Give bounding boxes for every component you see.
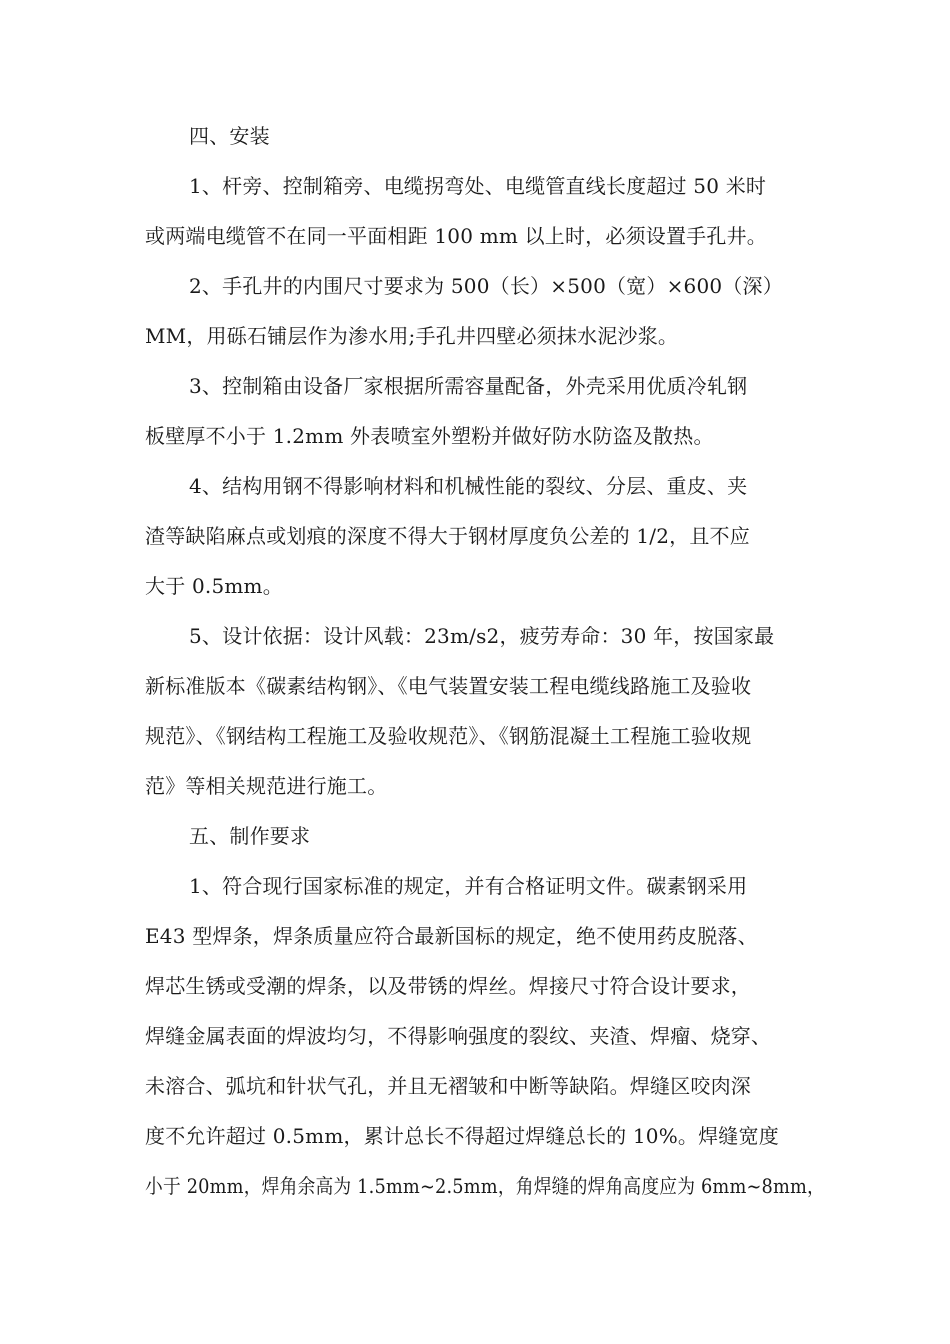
- text-line: 新标准版本《碳素结构钢》、《电气装置安装工程电缆线路施工及验收: [145, 674, 752, 698]
- text-line: 4、结构用钢不得影响材料和机械性能的裂纹、分层、重皮、夹: [189, 474, 748, 498]
- text-line: 小于 20mm，焊角余高为 1.5mm~2.5mm，角焊缝的焊角高度应为 6mm~8mm，: [145, 1174, 825, 1198]
- document-body: [145, 114, 825, 1214]
- text-line: 渣等缺陷麻点或划痕的深度不得大于钢材厚度负公差的 1/2，且不应: [145, 524, 750, 548]
- text-line: 未溶合、弧坑和针状气孔，并且无褶皱和中断等缺陷。焊缝区咬肉深: [145, 1074, 751, 1098]
- text-line: E43 型焊条，焊条质量应符合最新国标的规定，绝不使用药皮脱落、: [145, 924, 758, 948]
- text-line: 5、设计依据：设计风载：23m/s2，疲劳寿命：30 年，按国家最: [189, 624, 775, 648]
- text-line: 大于 0.5mm。: [145, 574, 283, 598]
- text-line: 1、杆旁、控制箱旁、电缆拐弯处、电缆管直线长度超过 50 米时: [189, 174, 767, 198]
- text-line: 五、制作要求: [189, 824, 311, 848]
- text-line: 2、手孔井的内围尺寸要求为 500（长）×500（宽）×600（深）: [189, 274, 783, 298]
- text-line: 范》等相关规范进行施工。: [145, 774, 388, 798]
- text-line: 3、控制箱由设备厂家根据所需容量配备，外壳采用优质冷轧钢: [189, 374, 748, 398]
- text-line: 板壁厚不小于 1.2mm 外表喷室外塑粉并做好防水防盗及散热。: [145, 424, 714, 448]
- text-line: 焊芯生锈或受潮的焊条，以及带锈的焊丝。焊接尺寸符合设计要求，: [145, 974, 751, 998]
- text-line: MM，用砾石铺层作为渗水用;手孔井四壁必须抹水泥沙浆。: [145, 324, 679, 348]
- text-line: 四、安装: [189, 124, 270, 148]
- text-line: 或两端电缆管不在同一平面相距 100 mm 以上时，必须设置手孔井。: [145, 224, 767, 248]
- text-line: 1、符合现行国家标准的规定，并有合格证明文件。碳素钢采用: [189, 874, 748, 898]
- text-line: 规范》、《钢结构工程施工及验收规范》、《钢筋混凝土工程施工验收规: [145, 724, 752, 748]
- text-line: 焊缝金属表面的焊波均匀，不得影响强度的裂纹、夹渣、焊瘤、烧穿、: [145, 1024, 772, 1048]
- text-line: 度不允许超过 0.5mm，累计总长不得超过焊缝总长的 10%。焊缝宽度: [145, 1124, 779, 1148]
